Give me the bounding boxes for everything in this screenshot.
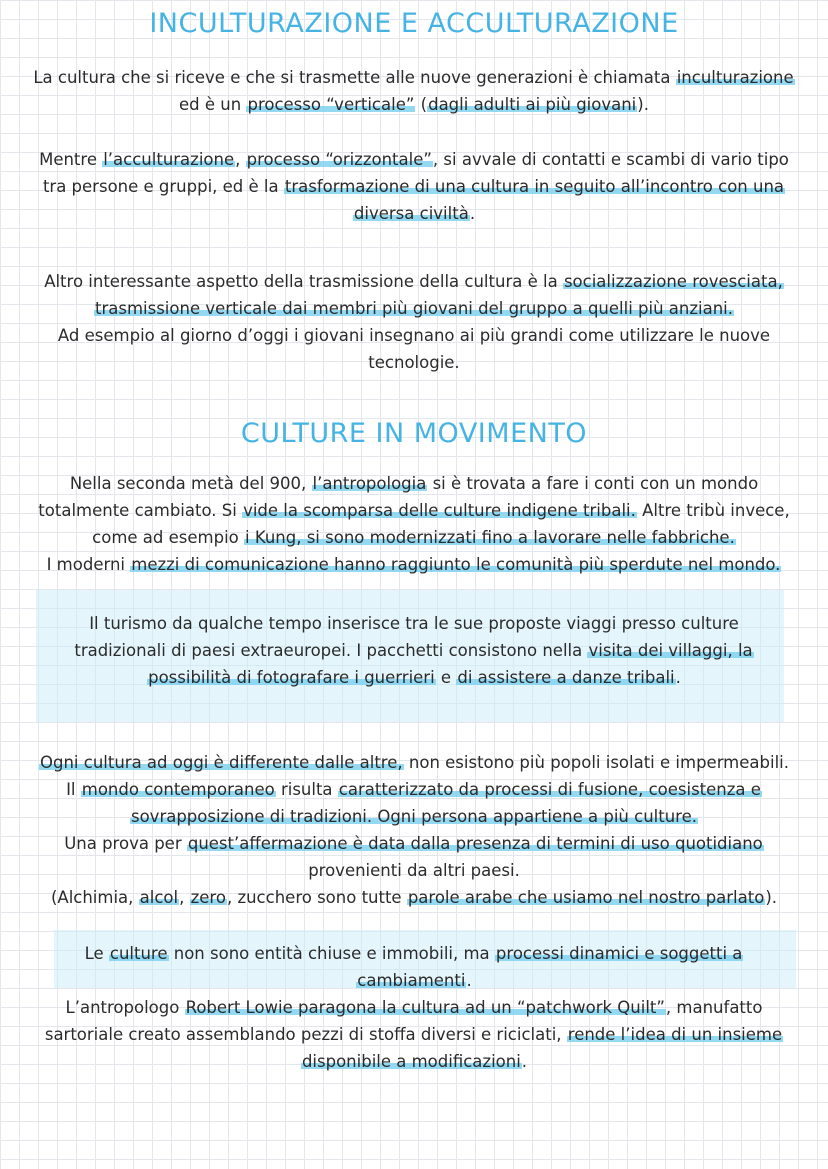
text-line: (Alchimia, alcol, zero, zucchero sono tutte parole arabe che usiamo nel nostro parlato).: [50, 888, 778, 907]
section-title-inculturazione: INCULTURAZIONE E ACCULTURAZIONE: [149, 8, 679, 39]
text-line: Ad esempio al giorno d’oggi i giovani insegnano ai più grandi come utilizzare le nuove: [57, 326, 771, 345]
text-line: Una prova per quest’affermazione è data dalla presenza di termini di uso quotidiano: [64, 834, 763, 853]
text-line: L’antropologo Robert Lowie paragona la cultura ad un “patchwork Quilt”, manufatto: [65, 998, 763, 1017]
text-line: tradizionali di paesi extraeuropei. I pacchetti consistono nella visita dei villaggi, la: [74, 641, 753, 660]
text-line: Mentre l’acculturazione, processo “orizzontale”, si avvale di contatti e scambi di vario tipo: [39, 150, 789, 169]
text-line: ed è un processo “verticale” (dagli adulti ai più giovani).: [179, 95, 649, 114]
text-line: disponibile a modificazioni.: [301, 1052, 528, 1071]
text-line: Il mondo contemporaneo risulta caratterizzato da processi di fusione, coesistenza e: [66, 780, 761, 799]
text-line: Il turismo da qualche tempo inserisce tra le sue proposte viaggi presso culture: [89, 614, 739, 633]
text-line: diversa civiltà.: [353, 204, 476, 223]
text-line: Altro interessante aspetto della trasmissione della cultura è la socializzazione rovesciata,: [44, 272, 783, 291]
text-line: tecnologie.: [368, 353, 460, 372]
text-line: sartoriale creato assemblando pezzi di stoffa diversi e riciclati, rende l’idea di un insieme: [44, 1025, 783, 1044]
text-line: possibilità di fotografare i guerrieri e di assistere a danze tribali.: [148, 668, 681, 687]
text-line: tra persone e gruppi, ed è la trasformazione di una cultura in seguito all’incontro con una: [42, 177, 785, 196]
text-line: Nella seconda metà del 900, l’antropologia si è trovata a fare i conti con un mondo: [69, 474, 759, 493]
text-line: totalmente cambiato. Si vide la scomparsa delle culture indigene tribali. Altre tribù invece,: [38, 501, 790, 520]
text-line: La cultura che si riceve e che si trasmette alle nuove generazioni è chiamata inculturazione: [33, 68, 794, 87]
text-line: provenienti da altri paesi.: [308, 861, 520, 880]
section-title-culture-in-movimento: CULTURE IN MOVIMENTO: [240, 418, 588, 449]
text-line: I moderni mezzi di comunicazione hanno raggiunto le comunità più sperdute nel mondo.: [46, 555, 781, 574]
text-line: cambiamenti.: [357, 971, 472, 990]
text-line: Le culture non sono entità chiuse e immobili, ma processi dinamici e soggetti a: [84, 944, 743, 963]
text-line: trasmissione verticale dai membri più giovani del gruppo a quelli più anziani.: [95, 299, 733, 318]
text-line: Ogni cultura ad oggi è differente dalle altre, non esistono più popoli isolati e impermeabili.: [40, 753, 789, 772]
text-line: come ad esempio i Kung, si sono modernizzati fino a lavorare nelle fabbriche.: [92, 528, 735, 547]
text-line: sovrapposizione di tradizioni. Ogni persona appartiene a più culture.: [130, 807, 697, 826]
